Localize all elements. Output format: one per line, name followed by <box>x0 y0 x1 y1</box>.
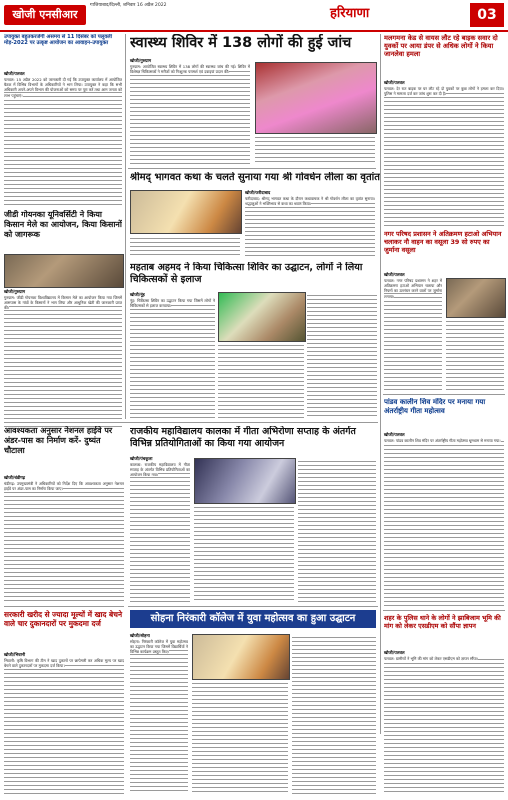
column-divider <box>125 34 126 419</box>
article-body-a7-col2 <box>446 318 504 390</box>
article-body-a11: भिवानी: कृषि विभाग की टीम ने खाद दुकानों पर छापेमारी कर अधिक मूल्य पर खाद बेचने वाले दुकानदारों पर मुकदमा दर्ज किया। <box>4 658 124 794</box>
article-body-a10: पलवल: पांडव कालीन शिव मंदिर पर अंतर्राष्ट्रीय गीता महोत्सव धूमधाम से मनाया गया। <box>384 438 504 606</box>
article-photo-a7 <box>446 278 506 318</box>
masthead <box>0 0 508 32</box>
article-photo-a2 <box>4 254 124 288</box>
byline-a5: खोजी/फरीदाबाद <box>245 190 271 195</box>
article-body-a12-col2 <box>192 680 288 794</box>
page-number: 03 <box>470 3 504 27</box>
article-body-a13: पलवल: ग्रामीणों ने भूमि की मांग को लेकर एसडीएम को ज्ञापन सौंपा। <box>384 656 504 794</box>
section-divider <box>128 606 378 607</box>
headline-a13: शहर के पुलिस थाने के लोगों ने झाबिजाम भूमि की मांग को लेकर एसडीएम को सौंपा ज्ञापन <box>384 614 501 630</box>
headline-a6: महताब अहमद ने किया चिकित्सा शिविर का उद्घाटन, लोगों ने लिया चिकित्सकों से इलाज <box>130 262 363 285</box>
byline-a4: खोजी/पलवल <box>384 80 405 85</box>
newspaper-logo: खोजी एनसीआर <box>4 5 86 25</box>
headline-a11: सरकारी खरीद से ज्यादा मूल्यों में खाद बेचने वाले चार दुकानदारों पर मुकदमा दर्ज <box>4 610 123 629</box>
headline-a10: पांडव कालीन शिव मंदिर पर मनाया गया अंतर्राष्ट्रीय गीता महोत्सव <box>384 398 486 415</box>
article-body-a1: पलवल: 15 अप्रैल 2022 को जानकारी दी गई कि उपायुक्त कार्यालय में आयोजित बैठक में विभिन्न विभागों के अधिकारियों ने भाग लिया। उपायुक्त ने कहा कि सभी अधिकारी अपने-अपने विभाग की योजनाओं को समय पर पूरा करें तथा आम जनता को लाभ पहुंचाएं। <box>4 77 122 205</box>
section-divider <box>128 168 376 169</box>
headline-a5: श्रीमद् भागवत कथा के चलते सुनाया गया श्री गोवर्धन लीला का वृतांत <box>130 172 380 183</box>
byline-a13: खोजी/पलवल <box>384 650 405 655</box>
headline-a12: सोहना निरंकारी कॉलेज में युवा महोत्सव का हुआ उद्घाटन <box>130 610 376 628</box>
byline-lead: खोजी/गुरुग्राम <box>130 58 152 63</box>
article-body-a8-col2 <box>194 504 294 602</box>
article-body-a9: चंडीगढ़: उपमुख्यमंत्री ने अधिकारियों को निर्देश दिए कि आवश्यकता अनुसार नेशनल हाईवे पर अंडर-पास का निर्माण किया जाए। <box>4 481 124 601</box>
article-body-a5: फरीदाबाद: श्रीमद् भागवत कथा के दौरान कथावाचक ने श्री गोवर्धन लीला का वृतांत सुनाया। श्रद्धालुओं ने भक्तिभाव से कथा का श्रवण किया। <box>245 196 375 258</box>
headline-a8: राजकीय महाविद्यालय कालका में गीता अभिरोणा सप्ताह के अंतर्गत विभिन्न प्रतियोगिताओं का किया गया आयोजन <box>130 426 356 449</box>
article-body-a8-col3 <box>298 458 376 602</box>
byline-a8: खोजी/पंचकूला <box>130 456 153 461</box>
headline-a9: आवश्यकता अनुसार नेशनल हाईवे पर अंडर-पास का निर्माण करें- दुष्यंत चौटाला <box>4 426 113 455</box>
article-body-lead: गुरुग्राम: आयोजित स्वास्थ्य शिविर में 138 लोगों की स्वास्थ्य जांच की गई। शिविर में विशेषज्ञ चिकित्सकों ने मरीजों को निःशुल्क परामर्श एवं दवाइयां प्रदान कीं। <box>130 64 250 164</box>
article-body-a5-cont <box>130 235 240 258</box>
headline-a4: मलगमना केड से वायस लौट रहे बाइक सवार दो युवकों पर आया डंपर से अधिक लोगों ने किया जानलेवा हमला <box>384 34 498 59</box>
column-divider <box>380 34 381 734</box>
article-body-a6: नूंह: चिकित्सा शिविर का उद्घाटन किया गया जिसमें लोगों ने चिकित्सकों से इलाज करवाया। <box>130 298 215 418</box>
section-title: हरियाणा <box>330 6 370 21</box>
article-body-a4: पलवल: देर रात बाइक पर घर लौट रहे दो युवकों पर कुछ लोगों ने हमला कर दिया। पुलिस ने मामला दर्ज कर जांच शुरू कर दी है। <box>384 86 504 226</box>
section-divider <box>383 394 505 395</box>
byline-a10: खोजी/पलवल <box>384 432 405 437</box>
article-body-a12-col3 <box>292 634 376 794</box>
lead-photo-caption <box>255 134 375 164</box>
section-divider <box>383 610 505 611</box>
article-photo-a5 <box>130 190 242 234</box>
article-body-a2: गुरुग्राम: जीडी गोयनका विश्वविद्यालय में किसान मेले का आयोजन किया गया जिसमें आसपास के गांवों के किसानों ने भाग लिया और आधुनिक खेती की जानकारी प्राप्त की। <box>4 295 122 427</box>
article-body-a8: कालका: राजकीय महाविद्यालय में गीता सप्ताह के अंतर्गत विभिन्न प्रतियोगिताओं का आयोजन किया गया। <box>130 462 190 602</box>
article-photo-a6 <box>218 292 306 342</box>
headline-a1: उपायुक्त बहुतकरजेगी असमय से 11 दिसंबर को पलूवली मोड़-2022 पर उत्कृष्ट आयोजन का आवाहन-उपायुक्त <box>4 34 112 47</box>
headline-a7: नगर परिषद प्रशासन ने अतिक्रमण हटाओ अभियान चलाकर नौ वाहन का वसूला 39 सो रुपए का जुर्माना वसूला <box>384 230 502 254</box>
article-body-a6-col2 <box>218 342 304 418</box>
byline-a11: खोजी/भिवानी <box>4 652 26 657</box>
byline-a1: खोजी/पलवल <box>4 71 25 76</box>
article-photo-a12 <box>192 634 290 680</box>
headline-a2: जीडी गोयनका यूनिवर्सिटी ने किया किसान मेले का आयोजन, किया किसानों को जागरूक <box>4 210 122 239</box>
article-photo-a8 <box>194 458 296 504</box>
byline-a2: खोजी/गुरुग्राम <box>4 289 26 294</box>
byline-a12: खोजी/सोहना <box>130 633 150 638</box>
dateline: गाजियाबाद/दिल्ली, शनिवार 16 अप्रैल 2022 <box>90 3 167 8</box>
section-divider <box>4 422 378 423</box>
article-body-a6-col3 <box>307 292 377 418</box>
lead-headline: स्वास्थ्य शिविर में 138 लोगों की हुई जांच <box>130 35 352 51</box>
byline-a7: खोजी/पलवल <box>384 272 405 277</box>
byline-a6: खोजी/नूंह <box>130 292 145 297</box>
article-body-a12: सोहना: निरंकारी कॉलेज में युवा महोत्सव का उद्घाटन किया गया जिसमें विद्यार्थियों ने विभिन्न कार्यक्रम प्रस्तुत किए। <box>130 639 188 794</box>
byline-a9: खोजी/चंडीगढ़ <box>4 475 25 480</box>
article-body-a7: पलवल: नगर परिषद प्रशासन ने शहर में अतिक्रमण हटाओ अभियान चलाया और नियमों का उल्लंघन करने वालों पर जुर्माना लगाया। <box>384 278 442 390</box>
section-divider <box>4 606 124 607</box>
lead-photo <box>255 62 377 134</box>
